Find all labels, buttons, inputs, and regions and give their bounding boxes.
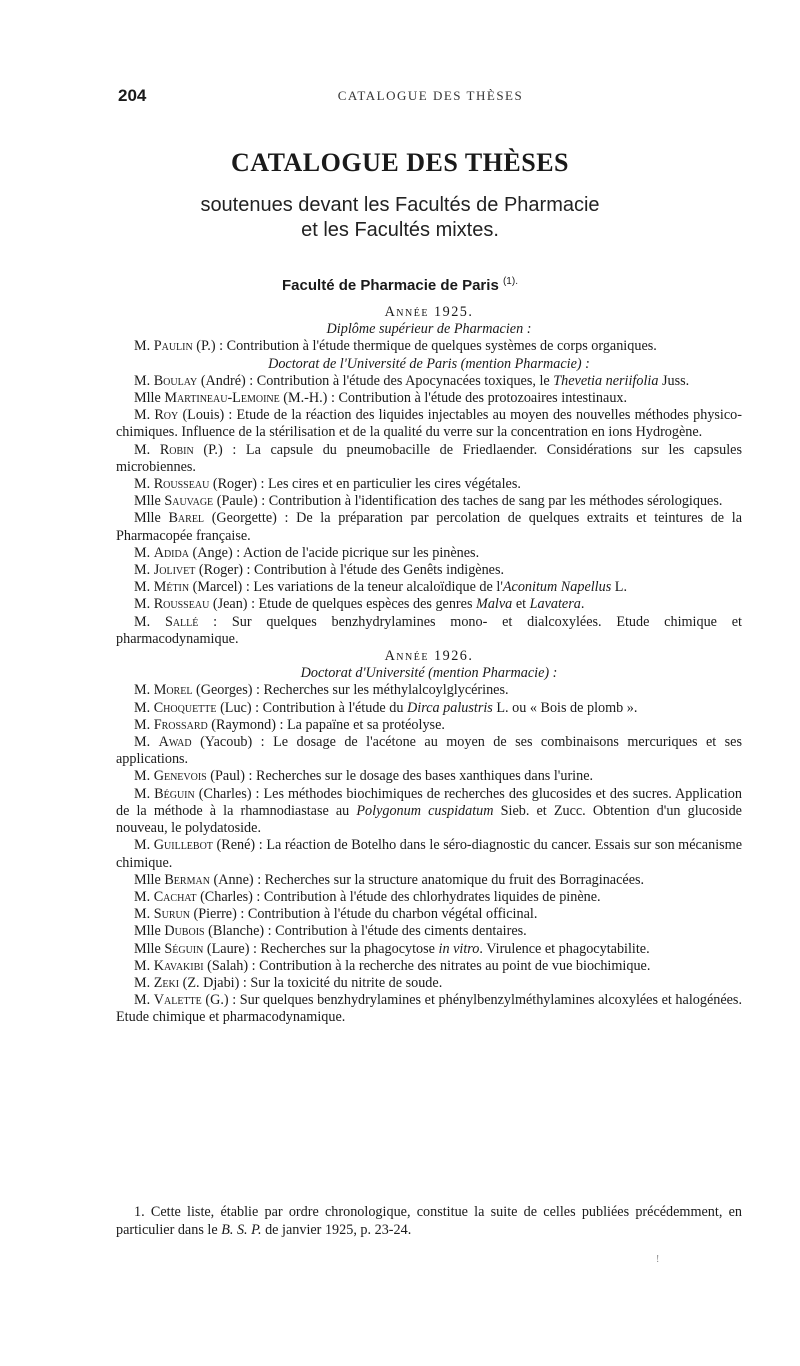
running-head <box>118 86 743 108</box>
thesis-entry: M. Jolivet (Roger) : Contribution à l'étude des Genêts indigènes. <box>134 562 505 579</box>
thesis-entry: M. Rousseau (Roger) : Les cires et en particulier les cires végétales. <box>134 476 521 493</box>
year-heading-1926: Année 1926. <box>384 648 474 665</box>
author-name: Genevois <box>153 768 207 785</box>
thesis-entry: M. Cachat (Charles) : Contribution à l'étude des chlorhydrates liquides de pinène. <box>134 888 601 905</box>
year-heading-1925: Année 1925. <box>384 304 474 320</box>
page-number: 204 <box>118 86 147 105</box>
thesis-entry: M. Genevois (Paul) : Recherches sur le dosage des bases xanthiques dans l'urine. <box>134 768 594 785</box>
faculty-name: Faculté de Pharmacie de Paris <box>282 277 499 294</box>
author-name: Frossard <box>153 716 208 733</box>
italic-term: Dirca palustris <box>407 699 493 716</box>
author-name: Rousseau <box>153 596 210 613</box>
author-name: Jolivet <box>153 562 196 579</box>
entries-1926 <box>116 682 742 1026</box>
thesis-list <box>116 304 742 1027</box>
author-name: Séguin <box>164 940 204 957</box>
author-name: Guillebot <box>153 837 213 854</box>
author-name: Rousseau <box>153 476 210 493</box>
subtitle-line-1: soutenues devant les Facultés de Pharmacie <box>200 194 600 216</box>
author-name: Dubois <box>164 923 205 940</box>
author-name: Roy <box>154 407 179 424</box>
thesis-entry: M. Béguin (Charles) : Les méthodes biochimiques de recherches des glucosides et des sucres. Application de la méthode à la rhamnodiastase au Polygonum cuspidatum Sieb. et Zucc. Obtention d'un glucoside nouveau, le polydatoside. <box>116 785 742 837</box>
author-name: Métin <box>153 579 190 596</box>
thesis-entry: M. Métin (Marcel) : Les variations de la teneur alcaloïdique de l'Aconitum Napellus L. <box>134 579 628 596</box>
thesis-entry: M. Kavakibi (Salah) : Contribution à la recherche des nitrates au point de vue biochimique. <box>134 957 651 974</box>
thesis-entry: Mlle Martineau-Lemoine (M.-H.) : Contribution à l'étude des protozoaires intestinaux. <box>134 390 628 407</box>
thesis-entry: M. Awad (Yacoub) : Le dosage de l'acétone au moyen de ses combinaisons mercuriques et ses applications. <box>116 734 742 768</box>
section-doctorat-universite: Doctorat d'Université (mention Pharmacie) : <box>300 665 558 682</box>
author-name: Cachat <box>153 888 197 905</box>
thesis-entry: Mlle Sauvage (Paule) : Contribution à l'identification des taches de sang par les méthodes sérologiques. <box>134 493 723 510</box>
author-name: Zeki <box>153 974 180 991</box>
thesis-entry: M. Guillebot (René) : La réaction de Botelho dans le séro-diagnostic du cancer. Essais sur son mécanisme chimique. <box>116 837 742 871</box>
italic-term: B. S. P. <box>221 1221 262 1238</box>
thesis-entry: Mlle Berman (Anne) : Recherches sur la structure anatomique du fruit des Borraginacées. <box>134 871 645 888</box>
thesis-entry: M. Paulin (P.) : Contribution à l'étude thermique de quelques systèmes de corps organiques. <box>134 338 657 355</box>
section-diplome-superieur: Diplôme supérieur de Pharmacien : <box>326 321 532 338</box>
italic-term: Thevetia neriifolia <box>553 372 659 389</box>
author-name: Béguin <box>154 785 195 802</box>
author-name: Robin <box>159 441 194 458</box>
italic-term: Aconitum Napellus <box>502 579 612 596</box>
author-name: Surun <box>153 906 190 923</box>
italic-term: Malva <box>476 596 513 613</box>
author-name: Kavakibi <box>153 957 204 974</box>
page-title: CATALOGUE DES THÈSES <box>231 148 569 177</box>
running-title: CATALOGUE DES THÈSES <box>337 88 524 103</box>
thesis-entry: M. Zeki (Z. Djabi) : Sur la toxicité du nitrite de soude. <box>134 974 443 991</box>
thesis-entry: M. Frossard (Raymond) : La papaïne et sa protéolyse. <box>134 716 445 733</box>
thesis-entry: M. Boulay (André) : Contribution à l'étude des Apocynacées toxiques, le Thevetia neriifolia Juss. <box>134 372 690 389</box>
italic-term: in vitro <box>438 940 480 957</box>
thesis-entry: M. Rousseau (Jean) : Etude de quelques espèces des genres Malva et Lavatera. <box>134 596 585 613</box>
margin-mark: ! <box>656 1254 660 1265</box>
thesis-entry: Mlle Séguin (Laure) : Recherches sur la phagocytose in vitro. Virulence et phagocytabilite. <box>134 940 650 957</box>
entries-1925 <box>116 373 742 648</box>
entries-diplome <box>116 338 742 355</box>
subtitle-line-2: et les Facultés mixtes. <box>301 219 499 241</box>
author-name: Awad <box>158 734 192 751</box>
thesis-entry: M. Adida (Ange) : Action de l'acide picrique sur les pinènes. <box>134 544 480 561</box>
author-name: Choquette <box>153 699 217 716</box>
thesis-entry: M. Valette (G.) : Sur quelques benzhydrylamines et phénylbenzylméthylamines alcoxylées et halogénées. Etude chimique et pharmacodynamique. <box>116 992 742 1026</box>
author-name: Martineau-Lemoine <box>164 390 280 407</box>
footnote-ref: (1). <box>502 276 518 287</box>
italic-term: Lavatera <box>529 596 581 613</box>
thesis-entry: M. Choquette (Luc) : Contribution à l'étude du Dirca palustris L. ou « Bois de plomb ». <box>134 699 638 716</box>
footnote: 1. Cette liste, établie par ordre chronologique, constitue la suite de celles publiées précédemment, en particulier dans le B. S. P. de janvier 1925, p. 23-24. <box>116 1204 742 1238</box>
author-name: Paulin <box>153 338 193 355</box>
thesis-entry: M. Morel (Georges) : Recherches sur les méthylalcoylglycérines. <box>134 682 509 699</box>
thesis-entry: M. Roy (Louis) : Etude de la réaction des liquides injectables au moyen des nouvelles méthodes physico-chimiques. Influence de la stérilisation et de la qualité du verre sur la concentration en ions Hydrogène. <box>116 407 742 441</box>
author-name: Sallé <box>164 613 199 630</box>
author-name: Boulay <box>153 372 198 389</box>
author-name: Barel <box>168 510 205 527</box>
author-name: Berman <box>164 871 210 888</box>
author-name: Sauvage <box>164 493 214 510</box>
thesis-entry: Mlle Barel (Georgette) : De la préparation par percolation de quelques extraits et teintures de la Pharmacopée française. <box>116 510 743 544</box>
author-name: Morel <box>153 682 193 699</box>
faculty-heading <box>0 276 800 294</box>
thesis-entry: M. Surun (Pierre) : Contribution à l'étude du charbon végétal officinal. <box>134 906 538 923</box>
italic-term: Polygonum cuspidatum <box>356 802 494 819</box>
section-doctorat-paris: Doctorat de l'Université de Paris (mention Pharmacie) : <box>268 355 590 372</box>
author-name: Adida <box>153 544 189 561</box>
author-name: Valette <box>153 992 202 1009</box>
thesis-entry: M. Robin (P.) : La capsule du pneumobacille de Friedlaender. Considérations sur les capsules microbiennes. <box>116 441 742 475</box>
thesis-entry: Mlle Dubois (Blanche) : Contribution à l'étude des ciments dentaires. <box>134 923 527 940</box>
thesis-entry: M. Sallé : Sur quelques benzhydrylamines mono- et dialcoxylées. Etude chimique et pharmacodynamique. <box>116 613 742 647</box>
